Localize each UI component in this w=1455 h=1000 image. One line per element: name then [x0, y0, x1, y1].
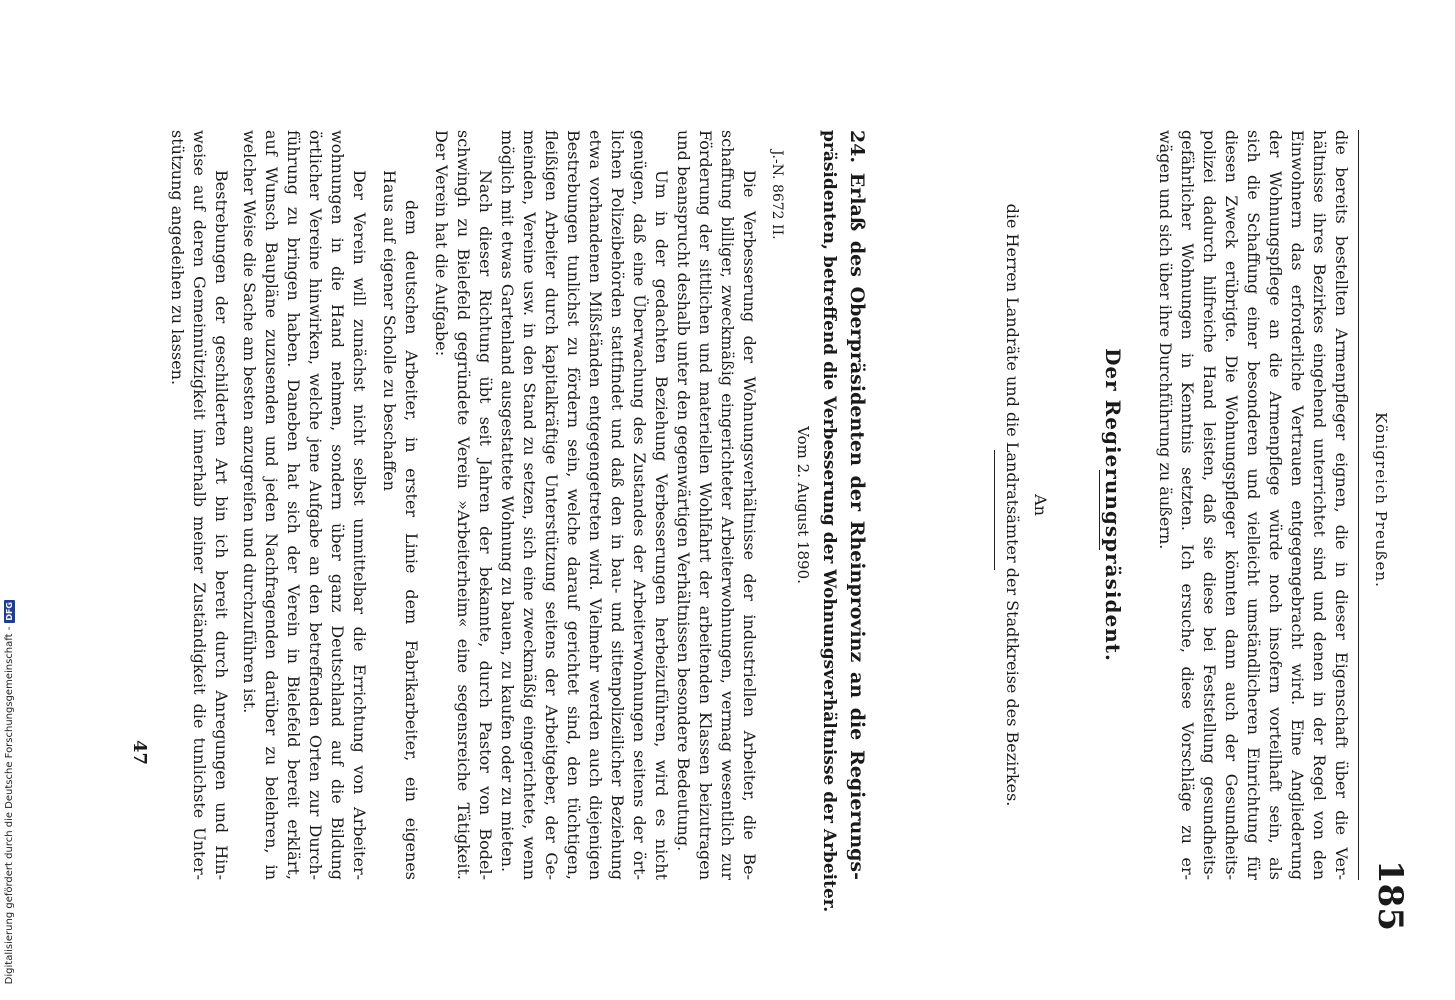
text-line: Bestrebungen tunlichst zu fördern sein, welche darauf gerichtet sind, den tüchtigen,	[564, 130, 583, 880]
addressee-an: An	[1031, 494, 1050, 516]
decree-title-line: präsidenten, betreffend die Verbesserung der Wohnungsverhältnisse der Arbeiter.	[819, 130, 839, 913]
header-rule	[1358, 130, 1359, 880]
sheet-number: 47	[129, 740, 150, 766]
text-line: Die Verbesserung der Wohnungsverhältnisse der industriellen Arbeiter, die Be-	[740, 170, 759, 880]
text-line: fleißigen Arbeiter durch kapitalkräftige Unterstützung seitens der Arbeitgeber, der Ge-	[542, 130, 561, 880]
text-line: etwa vorhandenen Mißständen entgegengetreten wird. Vielmehr werden auch diejenigen	[586, 130, 605, 880]
text-line: schaffung billiger, zweckmäßig eingerichteter Arbeiterwohnungen, vermag wesentlich zur	[718, 130, 737, 880]
decree-reference: J.-N. 8672 II.	[769, 150, 785, 240]
text-line: genügen, daß eine Überwachung des Zustandes der Arbeiterwohnungen seitens der ört-	[630, 130, 649, 880]
text-line: meinden, Vereine usw. in den Stand zu setzen, sich eine zweckmäßig eingerichtete, wenn	[520, 130, 539, 880]
section-rule	[1099, 470, 1100, 550]
digitization-credit	[4, 600, 15, 1000]
page-number: 185	[1370, 860, 1410, 931]
sender-title: Der Regierungspräsident.	[1101, 348, 1125, 662]
text-line: die bereits bestellten Armenpfleger eignen, die in dieser Eigenschaft über die Ver-	[1332, 130, 1351, 880]
text-line: auf Wunsch Baupläne zuzusenden und jeden Nachfragenden darüber zu belehren, in	[262, 130, 281, 880]
text-line: hältnisse ihres Bezirkes eingehend unterrichtet sind und denen in der Regel von den	[1310, 130, 1329, 880]
text-line: stützung angedeihen zu lassen.	[168, 130, 187, 386]
addressee-recipients: die Herren Landräte und die Landratsämter der Stadtkreise des Bezirkes.	[1003, 203, 1022, 807]
text-line: Einwohnern das erforderliche Vertrauen entgegengebracht wird. Eine Angliederung	[1288, 130, 1307, 880]
text-line: örtlicher Vereine hinwirken, welche jene Aufgabe an den betreffenden Orten zur Durch-	[306, 130, 325, 880]
text-line: Bestrebungen der geschilderten Art bin ich bereit durch Anregungen und Hin-	[212, 170, 231, 880]
text-line: weise auf deren Gemeinnützigkeit innerhalb meiner Zuständigkeit die tunlichste Unter-	[190, 130, 209, 880]
text-line: lichen Polizeibehörden stattfindet und daß den in bau- und sittenpolizeilicher Beziehung	[608, 130, 627, 880]
section-rule	[994, 450, 995, 570]
text-line: möglich mit etwas Gartenland ausgestattete Wohnung zu bauen, zu kaufen oder zu mieten.	[498, 130, 517, 873]
text-line: welcher Weise die Sache am besten anzugreifen und durchzuführen ist.	[240, 130, 259, 714]
text-line: und beansprucht deshalb unter den gegenwärtigen Verhältnissen besondere Bedeutung.	[674, 130, 693, 852]
quote-line: Haus auf eigener Scholle zu beschaffen	[380, 170, 399, 492]
text-line: gefährlicher Wohnungen in Kenntnis setzten. Ich ersuche, diese Vorschläge zu er-	[1178, 130, 1197, 880]
rotated-document-page	[110, 0, 1440, 1000]
text-line: wohnungen in die Hand nehmen, sondern über ganz Deutschland auf die Bildung	[328, 130, 347, 880]
text-line: Förderung der sittlichen und materiellen Wohlfahrt der arbeitenden Klassen beizutragen	[696, 130, 715, 880]
text-line: Der Verein hat die Aufgabe:	[432, 130, 451, 357]
text-line: sich die Schaffung einer besonderen und vielleicht umständlicheren Einrichtung für	[1244, 130, 1263, 880]
text-line: diesen Zweck erübrigte. Die Wohnungspfleger könnten dann auch der Gesundheits-	[1222, 130, 1241, 880]
running-head: Königreich Preußen.	[1372, 412, 1390, 588]
decree-title-line: 24. Erlaß des Oberpräsidenten der Rheinprovinz an die Regierungs-	[846, 130, 868, 880]
text-line: polizei dadurch hilfreiche Hand leisten, daß sie diese bei Feststellung gesundheits-	[1200, 130, 1219, 880]
text-line: wägen und sich über ihre Durchführung zu äußern.	[1156, 130, 1175, 550]
text-line: der Wohnungspflege an die Armenpflege würde noch insofern vorteilhaft sein, als	[1266, 130, 1285, 880]
footer-strip	[0, 600, 26, 1000]
text-line: Nach dieser Richtung übt seit Jahren der bekannte, durch Pastor von Bodel-	[476, 170, 495, 880]
dfg-logo: DFG	[5, 602, 14, 621]
text-line: Der Verein will zunächst nicht selbst unmittelbar die Errichtung von Arbeiter-	[350, 170, 369, 880]
text-line: Um in der gedachten Beziehung Verbesserungen herbeizuführen, wird es nicht	[652, 170, 671, 880]
decree-date: Vom 2. August 1890.	[794, 426, 812, 584]
text-line: schwingh zu Bielefeld gegründete Verein »Arbeiterheim« eine segensreiche Tätigkeit.	[454, 130, 473, 880]
quote-line: dem deutschen Arbeiter, in erster Linie dem Fabrikarbeiter, ein eigenes	[402, 200, 421, 880]
credit-text: Digitalisierung gefördert durch die Deutsche Forschungsgemeinschaft -	[4, 626, 15, 985]
text-line: führung zu bringen haben. Daneben hat sich der Verein in Bielefeld bereit erklärt,	[284, 130, 303, 880]
